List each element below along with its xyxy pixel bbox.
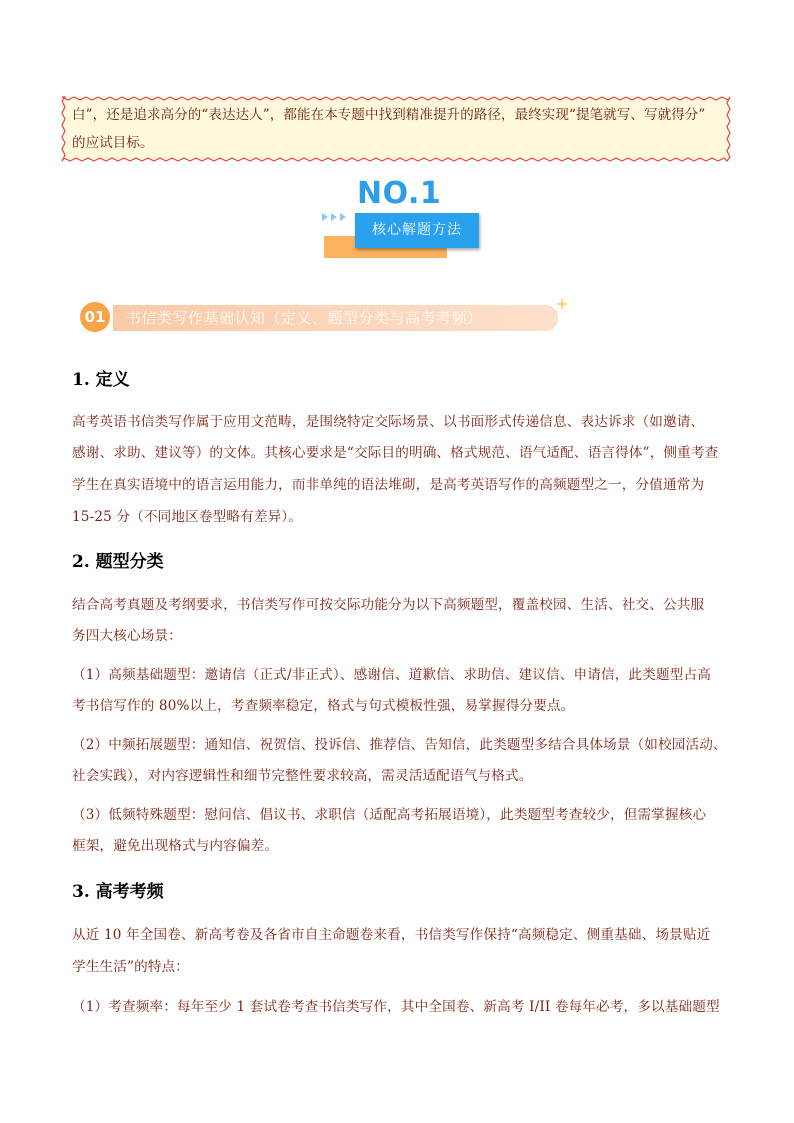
- types-item-1-line: （1）高频基础题型：邀请信（正式/非正式）、感谢信、道歉信、求助信、建议信、申请信，此类题型占高: [72, 667, 711, 683]
- note-line-1: 白”，还是追求高分的“表达达人”，都能在本专题中找到精准提升的路径，最终实现“提笔就写、写就得分”: [72, 107, 706, 123]
- types-item-3-line: 框架，避免出现格式与内容偏差。: [72, 838, 279, 854]
- heading-types: 2. 题型分类: [72, 552, 164, 572]
- heading-definition: 1. 定义: [72, 370, 130, 390]
- frequency-intro-line: 从近 10 年全国卷、新高考卷及各省市自主命题卷来看，书信类写作保持“高频稳定、侧重基础、场景贴近: [72, 927, 711, 943]
- types-item-1-line: 考书信写作的 80%以上，考查频率稳定，格式与句式模板性强，易掌握得分要点。: [72, 698, 575, 714]
- types-intro-line: 结合高考真题及考纲要求，书信类写作可按交际功能分为以下高频题型，覆盖校园、生活、社交、公共服: [72, 597, 705, 613]
- note-line-2: 的应试目标。: [72, 135, 154, 151]
- definition-line: 高考英语书信类写作属于应用文范畴，是围绕特定交际场景、以书面形式传递信息、表达诉求（如邀请、: [72, 414, 705, 430]
- types-item-2-line: （2）中频拓展题型：通知信、祝贺信、投诉信、推荐信、告知信，此类题型多结合具体场景（如校园活动、: [72, 737, 727, 753]
- section-title: 书信类写作基础认知（定义、题型分类与高考考频）: [126, 309, 483, 327]
- section-number-banner: NO.1: [357, 176, 442, 211]
- heading-frequency: 3. 高考考频: [72, 882, 164, 902]
- definition-line: 感谢、求助、建议等）的文体。其核心要求是“交际目的明确、格式规范、语气适配、语言得体”，侧重考查: [72, 445, 719, 461]
- sparkle-icon: [555, 297, 569, 311]
- types-item-2-line: 社会实践），对内容逻辑性和细节完整性要求较高，需灵活适配语气与格式。: [72, 768, 533, 784]
- types-intro-line: 务四大核心场景：: [72, 628, 182, 644]
- frequency-item-1-line: （1）考查频率：每年至少 1 套试卷考查书信类写作，其中全国卷、新高考 I/II 卷每年必考，多以基础题型: [72, 999, 720, 1015]
- frequency-intro-line: 学生生活”的特点：: [72, 959, 190, 975]
- arrows-icon: [322, 212, 352, 222]
- definition-line: 15-25 分（不同地区卷型略有差异）。: [72, 509, 303, 525]
- definition-line: 学生在真实语境中的语言运用能力，而非单纯的语法堆砌，是高考英语写作的高频题型之一，分值通常为: [72, 477, 705, 493]
- section-number-badge: 01: [80, 302, 110, 332]
- types-item-3-line: （3）低频特殊题型：慰问信、倡议书、求职信（适配高考拓展语境），此类题型考查较少，但需掌握核心: [72, 807, 707, 823]
- banner-label: 核心解题方法: [355, 213, 479, 248]
